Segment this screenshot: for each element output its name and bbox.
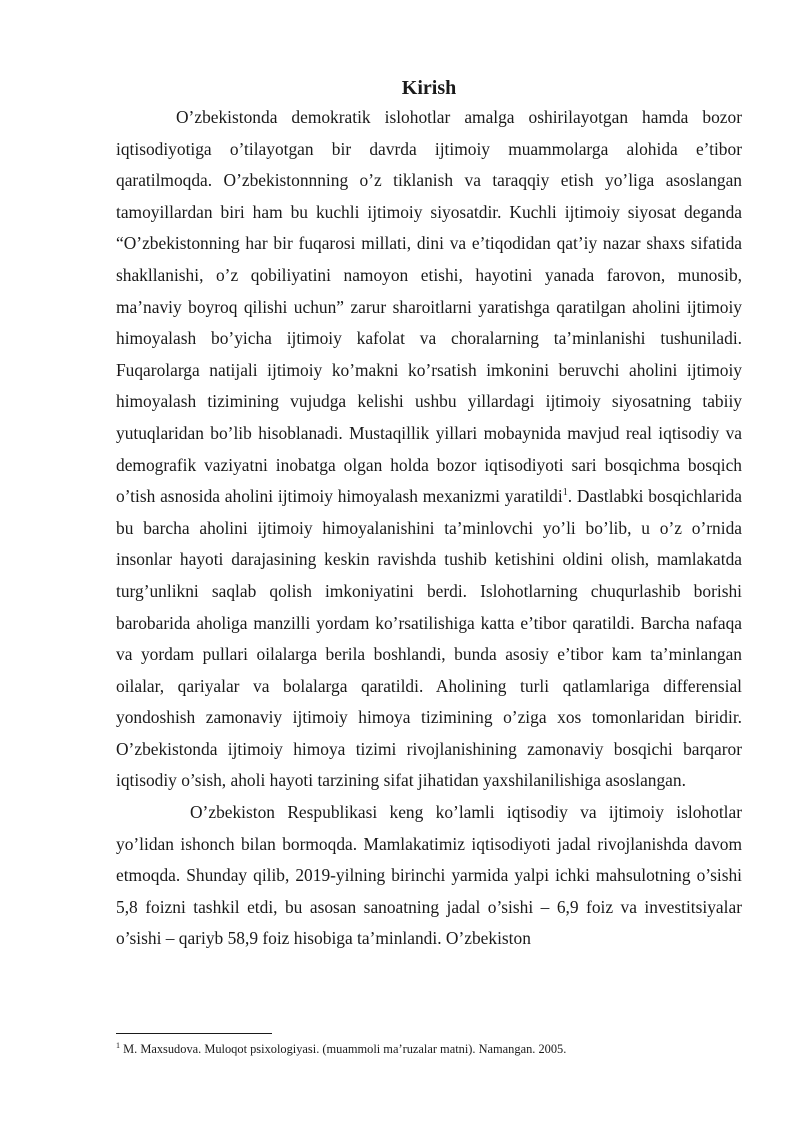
paragraph-intro-text-b: . Dastlabki bosqichlarida bu barcha aholini ijtimoiy himoyalanishini ta’minlovchi yo’li bo’lib, u o’z o’rnida insonlar hayoti darajasining keskin ravishda tushib ketishini oldini olish, mamlakatda turg’unlikni saqlab qolish imkoniyatini berdi. Islohotlarning chuqurlashib borishi barobarida aholiga manzilli yordam ko’rsatilishiga katta e’tibor qaratildi. Barcha nafaqa va yordam pullari oilalarga berila boshlandi, bunda asosiy e’tibor kam ta’minlangan oilalar, qariyalar va bolalarga qaratildi. Aholining turli qatlamlariga differensial yondoshish zamonaviy ijtimoiy himoya tizimining o’ziga xos tomonlaridan biridir. O’zbekistonda ijtimoiy himoya tizimi rivojlanishining zamonaviy bosqichi barqaror iqtisodiy o’sish, aholi hayoti tarzining sifat jihatidan yaxshilanilishiga asoslangan. xyxy=(116,486,742,791)
paragraph-reforms: O’zbekiston Respublikasi keng ko’lamli iqtisodiy va ijtimoiy islohotlar yo’lidan ishonch bilan bormoqda. Mamlakatimiz iqtisodiyoti jadal rivojlanishda davom etmoqda. Shunday qilib, 2019-yilning birinchi yarmida yalpi ichki mahsulotning o’sishi 5,8 foizni tashkil etdi, bu asosan sanoatning jadal o’sishi – 6,9 foiz va investitsiyalar o’sishi – qariyb 58,9 foiz hisobiga ta’minlandi. O’zbekiston xyxy=(116,802,742,949)
footnote-reference[interactable]: 1 xyxy=(562,487,568,499)
paragraph-intro-text-a: O’zbekistonda demokratik islohotlar amalga oshirilayotgan hamda bozor iqtisodiyotiga o’tilayotgan bir davrda ijtimoiy muammolarga alohida e’tibor qaratilmoqda. O’zbekistonnning o’z tiklanish va taraqqiy etish yo’liga asoslangan tamoyillardan biri ham bu kuchli ijtimoiy siyosatdir. Kuchli ijtimoiy siyosat deganda “O’zbekistonning har bir fuqarosi millati, dini va e’tiqodidan qat’iy nazar shaxs sifatida shakllanishi, o’z qobiliyatini namoyon etishi, hayotini yanada farovon, munosib, ma’naviy boyroq qilishi uchun” zarur sharoitlarni yaratishga qaratilgan aholini ijtimoiy himoyalash bo’yicha ijtimoiy kafolat va choralarning ta’minlanishi tushuniladi. Fuqarolarga natijali ijtimoiy ko’makni ko’rsatish imkonini beruvchi aholini ijtimoiy himoyalash tizimining vujudga kelishi ushbu yillardagi ijtimoiy siyosatning tabiiy yutuqlaridan bo’lib hisoblanadi. Mustaqillik yillari mobaynida mavjud real iqtisodiy va demografik vaziyatni inobatga olgan holda bozor iqtisodiyoti sari bosqichma bosqich o’tish asnosida aholini ijtimoiy himoyalash mexanizmi yaratildi xyxy=(116,107,742,507)
paragraph-intro xyxy=(116,102,742,797)
footnote xyxy=(116,1041,742,1057)
footnote-text: M. Maxsudova. Muloqot psixologiyasi. (muammoli ma’ruzalar matni). Namangan. 2005. xyxy=(123,1042,567,1056)
footnote-number: 1 xyxy=(116,1040,120,1050)
footnote-separator xyxy=(116,1033,272,1034)
page-title: Kirish xyxy=(401,77,457,99)
document-body xyxy=(116,74,742,955)
